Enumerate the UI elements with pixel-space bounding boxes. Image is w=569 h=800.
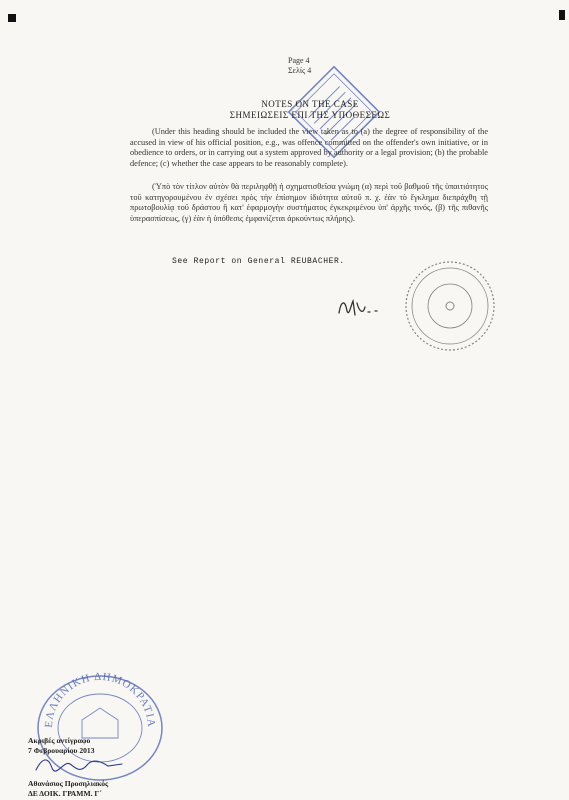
page-number [288,56,311,76]
instructions-en: (Under this heading should be included the view taken as to (a) the degree of responsibility of the accused in view of his official position, e.g., was offence committed on the offender's own initiative, or in obedience to orders, or in carrying out a system approved by authority or a legal provision; (b) the probable defence; (c) whether the case appears to be reasonably complete). [130,127,488,168]
certified-copy-label: Ακριβές αντίγραφο [28,736,91,745]
heading-gr: ΣΗΜΕΙΩΣΕΙΣ ΕΠΙ ΤΗΣ ΥΠΟΘΕΣΕΩΣ [229,110,391,120]
heading-en: NOTES ON THE CASE [261,99,359,109]
page-label-gr: Σελίς 4 [288,66,312,75]
handwritten-signature [30,752,130,780]
page-label-en: Page 4 [288,56,310,65]
scan-corner-mark-right [559,10,565,20]
certifier-name: Αθανάσιος Προσηλιακός [28,779,109,788]
certifier-department: ΔΕ ΔΟΙΚ. ΓΡΑΜΜ. Γ΄ [28,789,102,798]
seal-text: ΕΛΛΗΝΙΚΗ ΔΗΜΟΚΡΑΤΙΑ [42,670,158,729]
typed-note: See Report on General REUBACHER. [172,257,345,266]
scan-corner-mark [8,14,16,22]
handwritten-initials [335,293,383,321]
certified-copy-date: 7 Φεβρουαρίου 2013 [28,746,95,755]
instructions-gr: (Ὑπὸ τὸν τίτλον αὐτὸν θὰ περιληφθῇ ἡ σχηματισθεῖσα γνώμη (α) περὶ τοῦ βαθμοῦ τῆς ὑπαιτιότητος τοῦ κατηγορουμένου ἐν σχέσει πρὸς τὴν ἐπίσημον ἰδιότητα αὐτοῦ π. χ. ἐὰν τὸ ἔγκλημα διεπράχθη τῇ πρωτοβουλίᾳ τοῦ δράστου ἢ κατ' ἐφαρμογὴν συστήματος ἐγκεκριμένου ὑπ' ἀρχῆς τινός, (β) τῆς πιθανῆς ὑπερασπίσεως, (γ) ἐὰν ἡ ὑπόθεσις ἐμφανίζεται ἀρκούντως πλήρης). [130,182,488,223]
svg-text:ΕΛΛΗΝΙΚΗ ΔΗΜΟΚΡΑΤΙΑ [43,671,157,728]
round-seal-upper [402,258,498,354]
